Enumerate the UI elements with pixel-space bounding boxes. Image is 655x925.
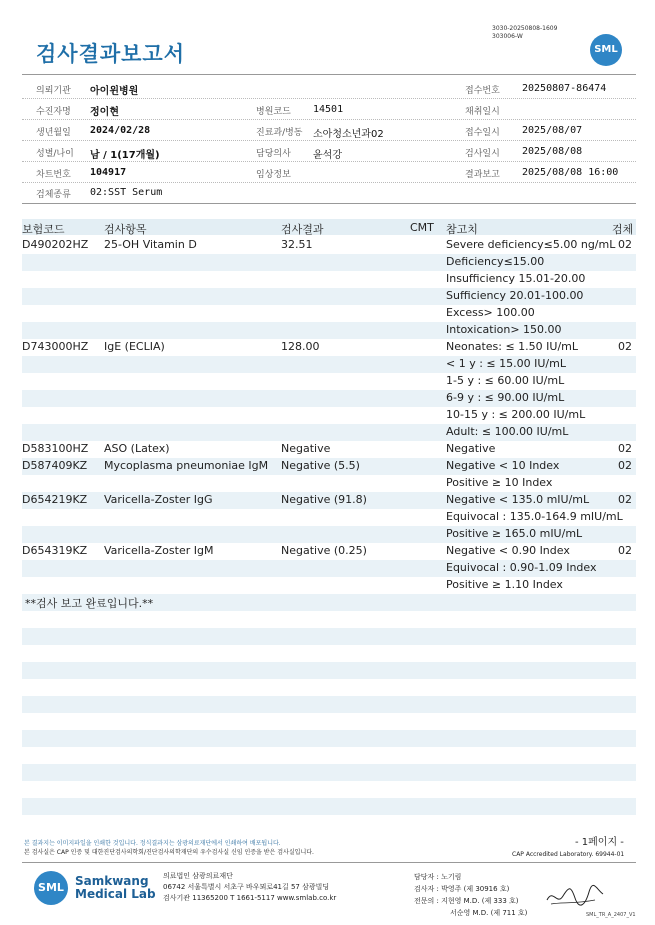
row-specimen: 02 bbox=[618, 544, 632, 557]
row-item: Varicella-Zoster IgG bbox=[104, 493, 213, 506]
row-reference: Negative < 10 Index bbox=[446, 459, 560, 472]
table-row bbox=[22, 390, 636, 407]
row-reference: 10-15 y : ≤ 200.00 IU/mL bbox=[446, 408, 586, 421]
row-result: 128.00 bbox=[281, 340, 320, 353]
hospital-value: 아이윈병원 bbox=[90, 86, 139, 97]
header-cmt: CMT bbox=[410, 221, 434, 234]
row-reference: Positive ≥ 165.0 mIU/mL bbox=[446, 527, 583, 540]
table-row bbox=[22, 577, 636, 594]
address-line-2: 06742 서울특별시 서초구 바우뫼로41길 57 삼광빌딩 bbox=[163, 883, 330, 891]
doctor-value: 윤석강 bbox=[313, 150, 342, 161]
specimen-value: 02:SST Serum bbox=[90, 187, 163, 198]
logo-text bbox=[75, 875, 175, 901]
divider bbox=[22, 119, 636, 120]
dept-label: 진료과/병동 bbox=[256, 128, 303, 138]
staff-line-4: 서순영 M.D. (제 711 호) bbox=[450, 909, 528, 917]
table-row bbox=[22, 271, 636, 288]
specimen-label: 검체종류 bbox=[36, 190, 71, 200]
signature-icon bbox=[545, 882, 605, 910]
dob-label: 생년월일 bbox=[36, 128, 71, 138]
test-date-label: 검사일시 bbox=[465, 149, 500, 159]
receipt-no-label: 접수번호 bbox=[465, 86, 500, 96]
table-row bbox=[22, 305, 636, 322]
empty-row bbox=[22, 645, 636, 662]
row-reference: Positive ≥ 10 Index bbox=[446, 476, 553, 489]
table-row bbox=[22, 475, 636, 492]
row-reference: Positive ≥ 1.10 Index bbox=[446, 578, 563, 591]
lab-staff bbox=[414, 871, 527, 919]
divider bbox=[22, 161, 636, 162]
divider bbox=[22, 98, 636, 99]
table-row bbox=[22, 407, 636, 424]
completion-note-row bbox=[22, 594, 636, 611]
table-row bbox=[22, 254, 636, 271]
table-row bbox=[22, 492, 636, 509]
completion-note: **검사 보고 완료입니다.** bbox=[25, 597, 154, 610]
staff-line-2: 검사자 : 박영주 (제 30916 호) bbox=[414, 885, 510, 893]
clinical-label: 임상정보 bbox=[256, 170, 291, 180]
table-row bbox=[22, 356, 636, 373]
table-row bbox=[22, 237, 636, 254]
footer-note-2: 본 검사실은 CAP 인증 및 대한진단검사의학회/진단검사의학재단의 우수검사실 신임 인증을 받은 검사실입니다. bbox=[24, 849, 314, 856]
table-row bbox=[22, 441, 636, 458]
row-reference: Insufficiency 15.01-20.00 bbox=[446, 272, 586, 285]
row-reference: Negative < 0.90 Index bbox=[446, 544, 570, 557]
sml-logo-circle: SML bbox=[34, 871, 68, 905]
row-code: D743000HZ bbox=[22, 340, 89, 353]
row-result: Negative (0.25) bbox=[281, 544, 367, 557]
sex-age-label: 성별/나이 bbox=[36, 149, 74, 159]
row-code: D654319KZ bbox=[22, 544, 88, 557]
empty-row bbox=[22, 713, 636, 730]
row-code: D654219KZ bbox=[22, 493, 88, 506]
dob-value: 2024/02/28 bbox=[90, 125, 151, 136]
row-code: D587409KZ bbox=[22, 459, 88, 472]
chart-no-label: 차트번호 bbox=[36, 170, 71, 180]
row-reference: < 1 y : ≤ 15.00 IU/mL bbox=[446, 357, 566, 370]
table-row bbox=[22, 526, 636, 543]
sex-age-value: 남 / 1(17개월) bbox=[90, 150, 160, 161]
row-reference: 1-5 y : ≤ 60.00 IU/mL bbox=[446, 374, 565, 387]
divider bbox=[22, 182, 636, 183]
row-reference: Adult: ≤ 100.00 IU/mL bbox=[446, 425, 569, 438]
hospital-label: 의뢰기관 bbox=[36, 86, 71, 96]
table-row bbox=[22, 373, 636, 390]
header-reference: 참고치 bbox=[446, 223, 478, 236]
hospital-code-label: 병원코드 bbox=[256, 107, 291, 117]
address-line-1: 의료법인 삼광의료재단 bbox=[163, 872, 233, 880]
row-reference: Negative < 135.0 mIU/mL bbox=[446, 493, 590, 506]
footer-notes bbox=[24, 839, 314, 857]
table-row bbox=[22, 458, 636, 475]
empty-row bbox=[22, 798, 636, 815]
row-reference: 6-9 y : ≤ 90.00 IU/mL bbox=[446, 391, 565, 404]
row-reference: Excess> 100.00 bbox=[446, 306, 535, 319]
row-specimen: 02 bbox=[618, 459, 632, 472]
table-row bbox=[22, 288, 636, 305]
results-table-header bbox=[22, 219, 636, 235]
logo-line-1: Samkwang bbox=[75, 874, 149, 888]
staff-line-1: 담당자 : 노기림 bbox=[414, 873, 462, 881]
table-row bbox=[22, 322, 636, 339]
doc-id-2: 303006-W bbox=[492, 33, 523, 40]
row-specimen: 02 bbox=[618, 493, 632, 506]
row-item: Varicella-Zoster IgM bbox=[104, 544, 214, 557]
report-date-value: 2025/08/08 16:00 bbox=[522, 167, 619, 178]
sml-logo: SML bbox=[590, 34, 622, 66]
header-code: 보험코드 bbox=[22, 223, 65, 236]
cap-accreditation: CAP Accredited Laboratory. 69944-01 bbox=[512, 851, 625, 858]
receipt-no-value: 20250807-86474 bbox=[522, 83, 607, 94]
row-specimen: 02 bbox=[618, 340, 632, 353]
doctor-label: 담당의사 bbox=[256, 149, 291, 159]
form-code: SML_TR_A_2407_V1 bbox=[586, 912, 636, 918]
row-reference: Sufficiency 20.01-100.00 bbox=[446, 289, 584, 302]
logo-line-2: Medical Lab bbox=[75, 887, 156, 901]
test-date-value: 2025/08/08 bbox=[522, 146, 583, 157]
doc-id-1: 3030-20250808-1609 bbox=[492, 25, 558, 32]
divider-info-bottom bbox=[22, 203, 636, 204]
empty-row bbox=[22, 662, 636, 679]
row-reference: Severe deficiency≤5.00 ng/mL bbox=[446, 238, 616, 251]
row-item: ASO (Latex) bbox=[104, 442, 170, 455]
footer-note-1: 본 결과지는 이미지파일을 인쇄한 것입니다. 정식결과지는 삼광의료재단에서 인쇄하여 배포됩니다. bbox=[24, 840, 281, 847]
row-specimen: 02 bbox=[618, 442, 632, 455]
row-reference: Intoxication> 150.00 bbox=[446, 323, 562, 336]
empty-row bbox=[22, 696, 636, 713]
empty-row bbox=[22, 730, 636, 747]
address-line-3: 검사기관 11365200 T 1661-5117 www.smlab.co.kr bbox=[163, 894, 337, 902]
header-result: 검사결과 bbox=[281, 223, 324, 236]
table-row bbox=[22, 543, 636, 560]
row-code: D583100HZ bbox=[22, 442, 89, 455]
row-reference: Equivocal : 0.90-1.09 Index bbox=[446, 561, 597, 574]
header-specimen: 검체 bbox=[612, 223, 634, 236]
lab-address bbox=[163, 871, 336, 904]
hospital-code-value: 14501 bbox=[313, 104, 344, 115]
receive-date-value: 2025/08/07 bbox=[522, 125, 583, 136]
empty-row bbox=[22, 747, 636, 764]
row-result: Negative (91.8) bbox=[281, 493, 367, 506]
report-date-label: 결과보고 bbox=[465, 170, 500, 180]
chart-no-value: 104917 bbox=[90, 167, 127, 178]
divider bbox=[22, 140, 636, 141]
collect-date-label: 채취일시 bbox=[465, 107, 500, 117]
table-row bbox=[22, 509, 636, 526]
row-item: IgE (ECLIA) bbox=[104, 340, 165, 353]
row-specimen: 02 bbox=[618, 238, 632, 251]
empty-row bbox=[22, 628, 636, 645]
table-row bbox=[22, 424, 636, 441]
dept-value: 소아청소년과02 bbox=[313, 129, 384, 140]
row-result: Negative (5.5) bbox=[281, 459, 360, 472]
page-number: - 1페이지 - bbox=[575, 837, 624, 848]
header-item: 검사항목 bbox=[104, 223, 147, 236]
staff-line-3: 전문의 : 지현영 M.D. (제 333 호) bbox=[414, 897, 519, 905]
row-reference: Neonates: ≤ 1.50 IU/mL bbox=[446, 340, 578, 353]
name-value: 정이현 bbox=[90, 107, 119, 118]
name-label: 수진자명 bbox=[36, 107, 71, 117]
row-item: 25-OH Vitamin D bbox=[104, 238, 197, 251]
row-item: Mycoplasma pneumoniae IgM bbox=[104, 459, 269, 472]
row-code: D490202HZ bbox=[22, 238, 89, 251]
empty-row bbox=[22, 764, 636, 781]
document-ids bbox=[492, 25, 557, 41]
row-reference: Equivocal : 135.0-164.9 mIU/mL bbox=[446, 510, 623, 523]
empty-row bbox=[22, 781, 636, 798]
receive-date-label: 접수일시 bbox=[465, 128, 500, 138]
empty-row bbox=[22, 611, 636, 628]
divider-footer bbox=[22, 862, 636, 863]
row-result: 32.51 bbox=[281, 238, 313, 251]
divider-top bbox=[22, 74, 636, 75]
report-title: 검사결과보고서 bbox=[36, 42, 186, 66]
empty-row bbox=[22, 679, 636, 696]
table-row bbox=[22, 339, 636, 356]
row-reference: Negative bbox=[446, 442, 496, 455]
table-row bbox=[22, 560, 636, 577]
row-reference: Deficiency≤15.00 bbox=[446, 255, 545, 268]
row-result: Negative bbox=[281, 442, 331, 455]
